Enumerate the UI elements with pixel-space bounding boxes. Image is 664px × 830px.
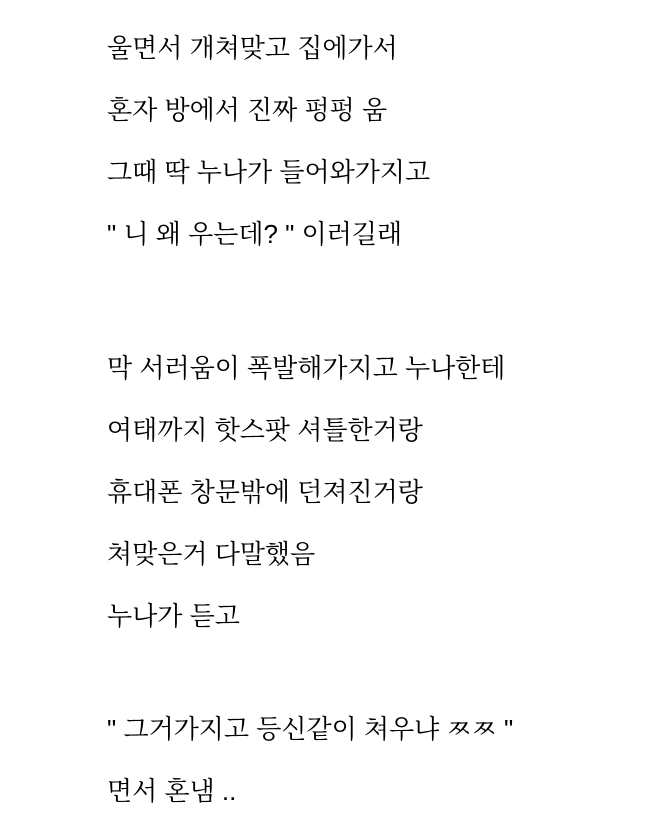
story-line-6: 여태까지 핫스팟 셔틀한거랑 [107,415,423,445]
story-line-5: 막 서러움이 폭발해가지고 누나한테 [107,353,506,383]
story-line-9: 누나가 듣고 [107,601,240,631]
story-line-7: 휴대폰 창문밖에 던져진거랑 [107,477,423,507]
story-line-2: 혼자 방에서 진짜 펑펑 움 [107,95,388,125]
story-line-10-quote: " 그거가지고 등신같이 쳐우냐 ㅉㅉ " [107,714,514,744]
story-line-1: 울면서 개쳐맞고 집에가서 [107,33,398,63]
paragraph-gap [107,283,644,355]
paragraph-gap [107,665,644,716]
story-line-11: 면서 혼냄 .. [107,776,237,806]
story-line-8: 쳐맞은거 다말했음 [107,539,316,569]
story-line-3: 그때 딱 누나가 들어와가지고 [107,157,431,187]
story-line-4-quote: " 니 왜 우는데? " 이러길래 [107,219,403,249]
